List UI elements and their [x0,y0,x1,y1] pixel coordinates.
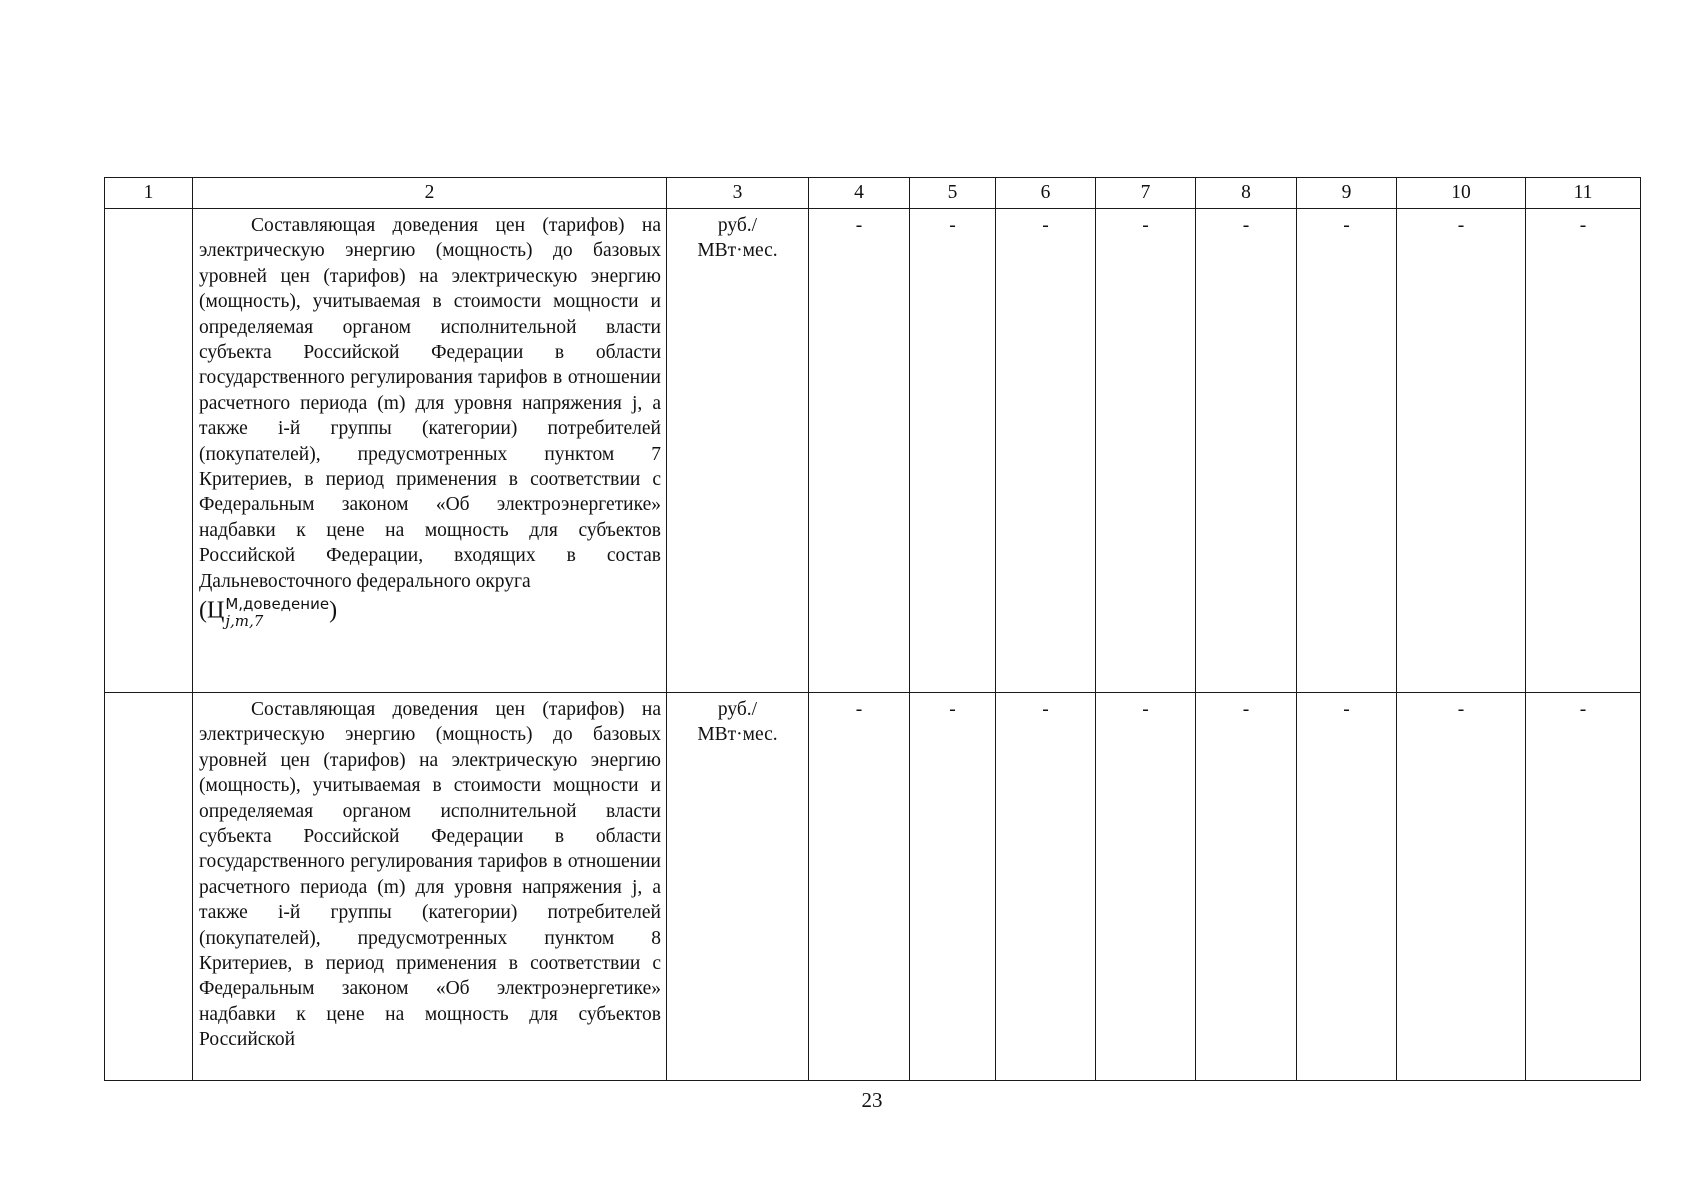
value-cell: - [1297,693,1397,1081]
column-number-cell: 8 [1196,178,1297,209]
column-number-cell: 4 [809,178,910,209]
unit-line: руб./ [717,699,758,720]
column-number-cell: 9 [1297,178,1397,209]
row-index-cell [105,209,193,693]
value-cell: - [1196,693,1297,1081]
value-cell: - [1397,209,1526,693]
column-number-cell: 2 [193,178,667,209]
description-text: Составляющая доведения цен (тарифов) на электрическую энергию (мощность) до базовых уровней цен (тарифов) на электрическую энергию (мощность), учитываемая в стоимости мощности и определяемая органом исполнительной власти субъекта Российской Федерации в области государственного регулирования тарифов в отношении расчетного периода (m) для уровня напряжения j, а также i-й группы (категории) потребителей (покупателей), предусмотренных пунктом 8 Критериев, в период применения в соответствии с Федеральным законом «Об электроэнергетике» надбавки к цене на мощность для субъектов Российской [199,699,661,1051]
description-cell [193,209,667,693]
formula-close-paren: ) [329,597,338,624]
description-text: Составляющая доведения цен (тарифов) на электрическую энергию (мощность) до базовых уровней цен (тарифов) на электрическую энергию (мощность), учитываемая в стоимости мощности и определяемая органом исполнительной власти субъекта Российской Федерации в области государственного регулирования тарифов в отношении расчетного периода (m) для уровня напряжения j, а также i-й группы (категории) потребителей (покупателей), предусмотренных пунктом 7 Критериев, в период применения в соответствии с Федеральным законом «Об электроэнергетике» надбавки к цене на мощность для субъектов Российской Федерации, входящих в состав Дальневосточного федерального округа [199,215,661,592]
page-number: 23 [861,1088,883,1112]
table-row [105,693,1641,1081]
value-cell: - [1196,209,1297,693]
value-cell: - [1096,209,1196,693]
value-cell: - [1096,693,1196,1081]
value-cell: - [1397,693,1526,1081]
unit-cell [667,693,809,1081]
formula-subscript: j,m,7 [225,612,264,631]
column-number-cell: 5 [910,178,996,209]
value-cell: - [1526,209,1641,693]
row-index-cell [105,693,193,1081]
formula-symbol: Ц [207,597,225,624]
unit-line: МВт·мес. [697,724,778,746]
formula-open-paren: ( [199,597,207,624]
column-number-cell: 7 [1096,178,1196,209]
tariff-table [104,177,1641,1081]
value-cell: - [1526,693,1641,1081]
column-number-row [105,178,1641,209]
column-number-cell: 1 [105,178,193,209]
column-number-cell: 3 [667,178,809,209]
unit-cell [667,209,809,693]
description-cell [193,693,667,1081]
value-cell: - [809,209,910,693]
value-cell: - [996,693,1096,1081]
column-number-cell: 10 [1397,178,1526,209]
table-row [105,209,1641,693]
value-cell: - [996,209,1096,693]
value-cell: - [910,209,996,693]
column-number-cell: 11 [1526,178,1641,209]
price-formula [199,596,337,630]
unit-line: руб./ [717,215,758,236]
value-cell: - [1297,209,1397,693]
column-number-cell: 6 [996,178,1096,209]
unit-line: МВт·мес. [697,240,778,262]
value-cell: - [809,693,910,1081]
value-cell: - [910,693,996,1081]
formula-superscript: М,доведение [225,595,330,614]
